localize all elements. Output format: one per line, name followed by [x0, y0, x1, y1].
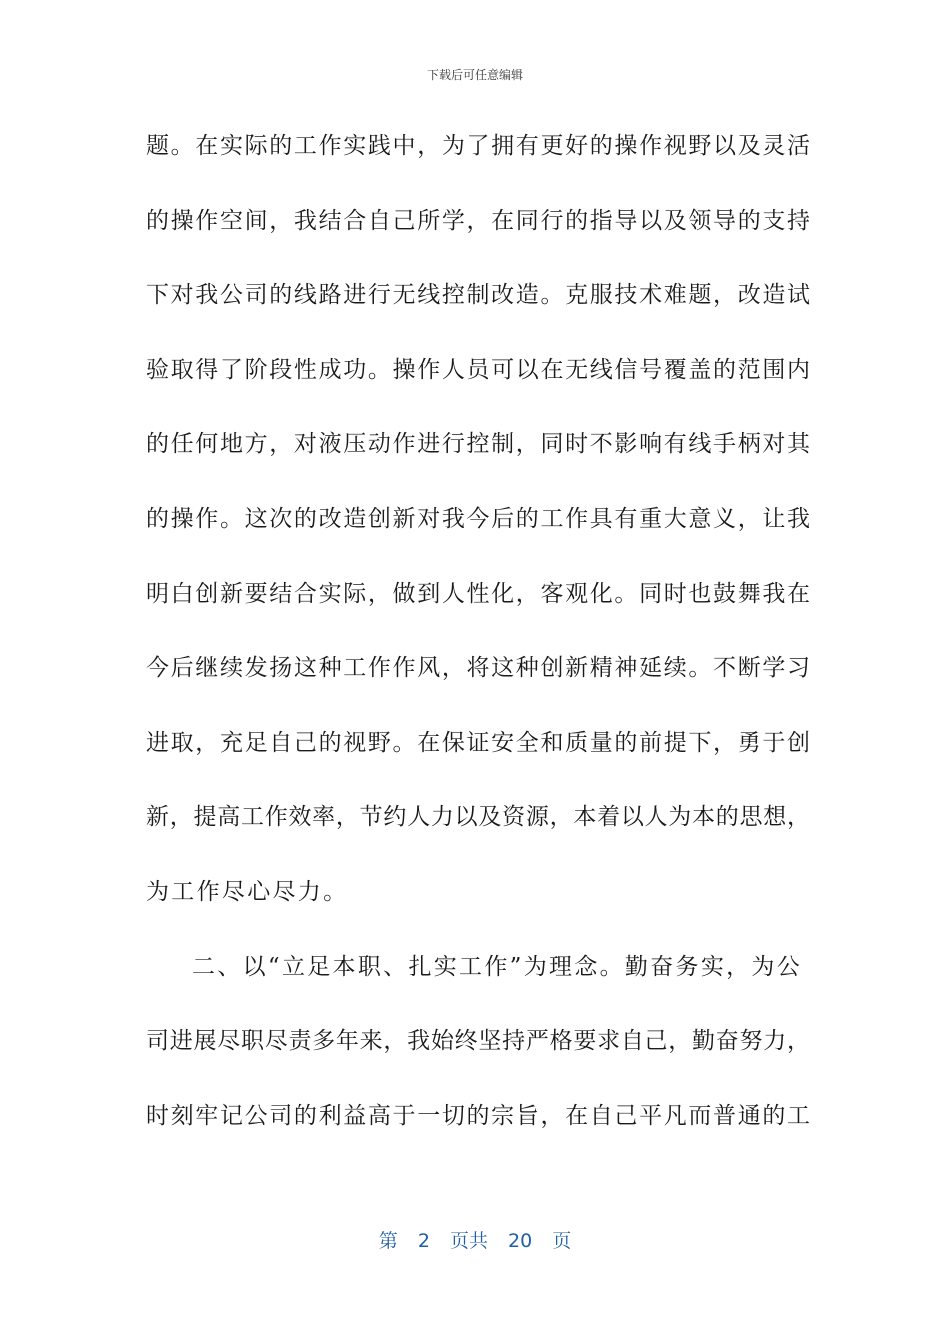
- paragraph-start-line: 二、以“立足本职、扎实工作”为理念。勤奋务实，为公: [192, 953, 803, 980]
- text-line: 下对我公司的线路进行无线控制改造。克服技术难题，改造试: [146, 282, 810, 309]
- text-line: 的任何地方，对液压动作进行控制，同时不影响有线手柄对其: [146, 431, 810, 458]
- page-header: 下载后可任意编辑: [426, 68, 523, 82]
- text-line: 进取，充足自己的视野。在保证安全和质量的前提下，勇于创: [146, 729, 810, 756]
- page-number-footer: 第 2 页共 20 页: [378, 1230, 572, 1252]
- text-line: 验取得了阶段性成功。操作人员可以在无线信号覆盖的范围内: [146, 356, 810, 383]
- text-line: 的操作空间，我结合自己所学，在同行的指导以及领导的支持: [146, 207, 810, 234]
- text-line: 司进展尽职尽责多年来，我始终坚持严格要求自己，勤奋努力，: [146, 1028, 810, 1055]
- text-line: 的操作。这次的改造创新对我今后的工作具有重大意义，让我: [146, 505, 810, 532]
- text-line: 为工作尽心尽力。: [146, 878, 349, 905]
- text-line: 时刻牢记公司的利益高于一切的宗旨，在自己平凡而普通的工: [146, 1102, 810, 1129]
- text-line: 明白创新要结合实际，做到人性化，客观化。同时也鼓舞我在: [146, 580, 810, 607]
- body-text: [146, 120, 810, 1164]
- text-line: 题。在实际的工作实践中，为了拥有更好的操作视野以及灵活: [146, 133, 810, 159]
- text-line: 今后继续发扬这种工作作风，将这种创新精神延续。不断学习: [146, 655, 810, 682]
- text-line: 新，提高工作效率，节约人力以及资源，本着以人为本的思想，: [146, 804, 810, 831]
